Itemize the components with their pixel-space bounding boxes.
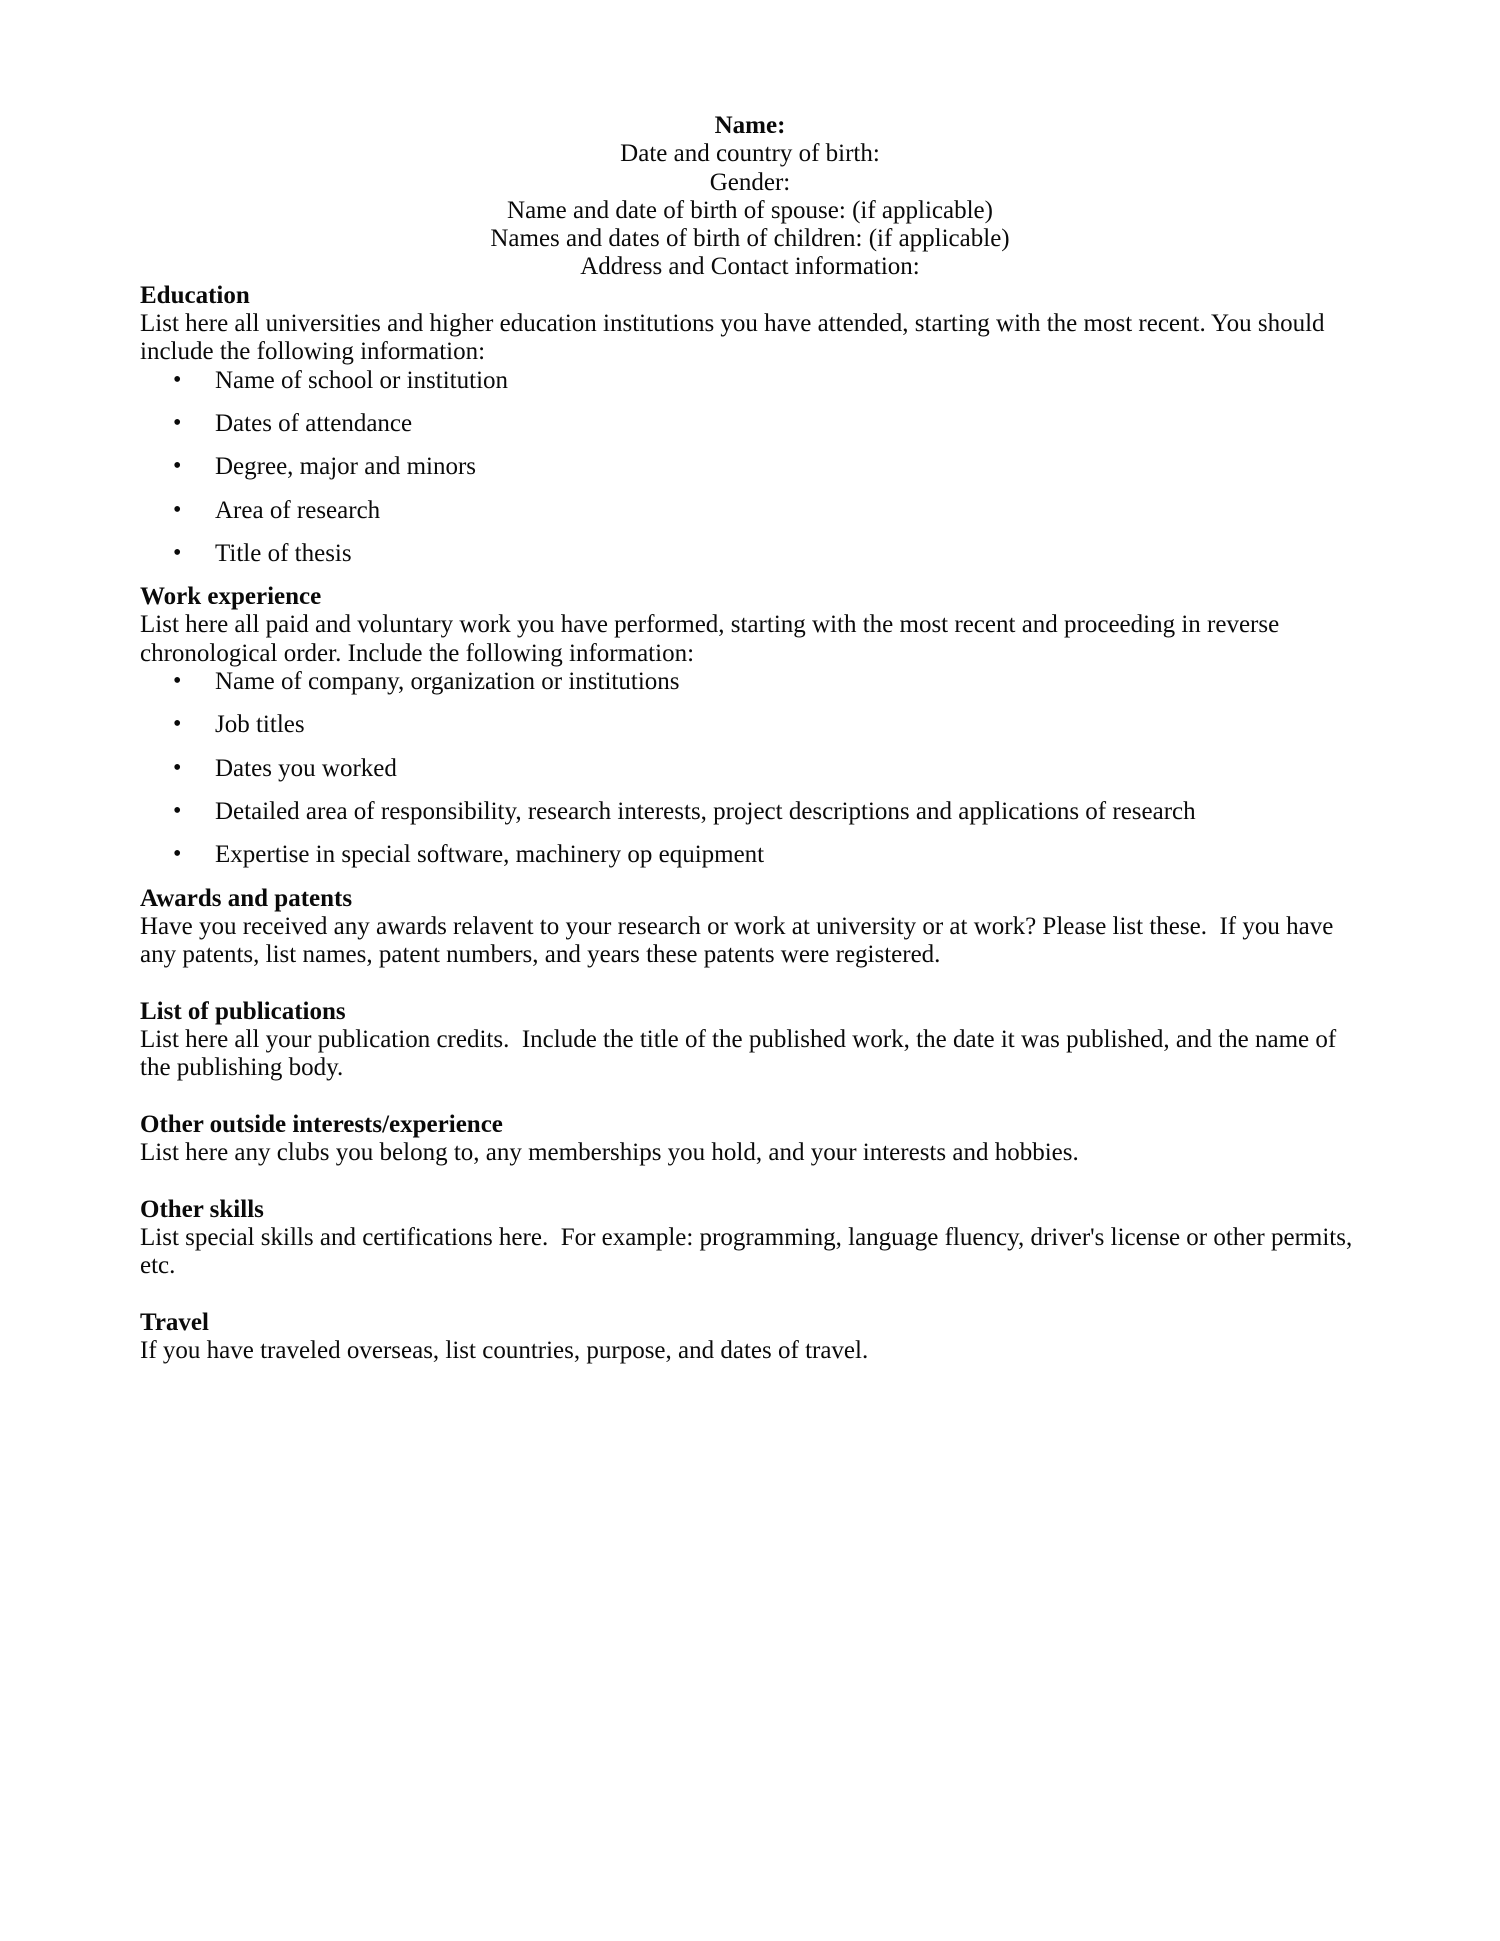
children-field-label: Names and dates of birth of children: (if applicable) (490, 225, 1010, 253)
bullet-item: • Degree, major and minors (140, 453, 1360, 481)
bullet-item: • Detailed area of responsibility, research interests, project descriptions and applications of research (140, 798, 1360, 826)
bullet-item: • Area of research (140, 497, 1360, 525)
bullet-item: • Name of school or institution (140, 367, 1360, 395)
name-field-label: Name: (714, 112, 786, 139)
contact-field-label: Address and Contact information: (580, 253, 920, 281)
section-body-list-of-publications: List here all your publication credits. Include the title of the published work, the date it was published, and the name of the publishing body. (140, 1026, 1343, 1082)
section-heading-education: Education (140, 281, 250, 309)
section-list-of-publications (140, 998, 1360, 1083)
section-awards-and-patents (140, 885, 1360, 970)
section-heading-work-experience: Work experience (140, 583, 322, 611)
spouse-field-label: Name and date of birth of spouse: (if applicable) (507, 196, 993, 224)
section-education (140, 282, 1360, 568)
birth-field-label: Date and country of birth: (620, 140, 880, 168)
bullet-item: • Name of company, organization or institutions (140, 668, 1360, 696)
section-body-work-experience: List here all paid and voluntary work you have performed, starting with the most recent and proceeding in reverse chronological order. Include the following information: (140, 611, 1286, 667)
section-body-travel: If you have traveled overseas, list countries, purpose, and dates of travel. (140, 1337, 869, 1365)
section-heading-awards-and-patents: Awards and patents (140, 884, 353, 912)
section-other-outside-interests (140, 1111, 1360, 1168)
section-heading-other-outside-interests: Other outside interests/experience (140, 1110, 503, 1138)
education-bullet-list (140, 367, 1360, 568)
bullet-item: • Title of thesis (140, 540, 1360, 568)
section-body-other-outside-interests: List here any clubs you belong to, any memberships you hold, and your interests and hobbies. (140, 1139, 1079, 1167)
gender-field-label: Gender: (709, 168, 791, 196)
work-experience-bullet-list (140, 668, 1360, 869)
section-body-education: List here all universities and higher education institutions you have attended, starting with the most recent. You should include the following information: (140, 310, 1331, 366)
bullet-item: • Job titles (140, 711, 1360, 739)
section-body-awards-and-patents: Have you received any awards relavent to your research or work at university or at work? Please list these. If you have any patents, list names, patent numbers, and years these patents were registered. (140, 912, 1340, 969)
section-travel (140, 1309, 1360, 1366)
section-work-experience (140, 583, 1360, 869)
bullet-item: • Expertise in special software, machinery op equipment (140, 841, 1360, 869)
bullet-item: • Dates of attendance (140, 410, 1360, 438)
personal-info-header (140, 112, 1360, 282)
bullet-item: • Dates you worked (140, 755, 1360, 783)
section-heading-travel: Travel (140, 1308, 209, 1336)
section-other-skills (140, 1196, 1360, 1281)
section-body-other-skills: List special skills and certifications here. For example: programming, language fluency, driver's license or other permits, etc. (140, 1224, 1359, 1280)
section-heading-list-of-publications: List of publications (140, 997, 346, 1025)
section-heading-other-skills: Other skills (140, 1195, 264, 1223)
